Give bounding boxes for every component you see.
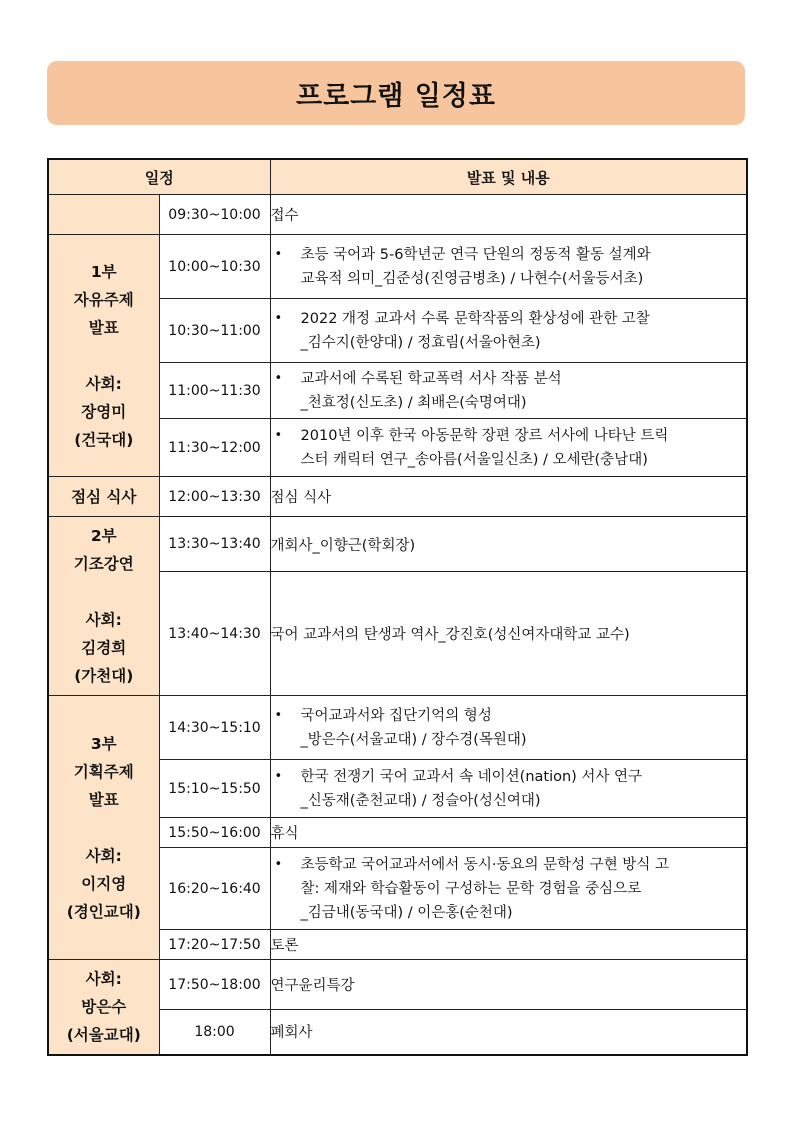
- time-cell: 11:30~12:00: [159, 419, 270, 477]
- table-row: [48, 235, 747, 299]
- content-cell: 폐회사: [270, 1010, 747, 1055]
- content-cell: 연구윤리특강: [270, 960, 747, 1010]
- content-line: _김금내(동국대) / 이은홍(순천대): [300, 904, 513, 921]
- time-cell: 11:00~11:30: [159, 363, 270, 419]
- content-line: 한국 전쟁기 국어 교과서 속 네이션(nation) 서사 연구: [300, 768, 643, 785]
- section-part2: [48, 517, 159, 696]
- content-cell: 휴식: [270, 818, 747, 848]
- moderator-name: 김경희: [81, 639, 127, 657]
- content-cell: [270, 696, 747, 760]
- content-cell: 접수: [270, 195, 747, 235]
- content-line: 2010년 이후 한국 아동문학 장편 장르 서사에 나타난 트릭: [300, 427, 669, 444]
- bullet-icon: •: [274, 427, 283, 443]
- section-lunch: 점심 식사: [48, 477, 159, 517]
- content-cell: [270, 419, 747, 477]
- content-line: 초등학교 국어교과서에서 동시·동요의 문학성 구현 방식 고: [300, 856, 669, 873]
- section-closing: [48, 960, 159, 1055]
- table-row: [48, 696, 747, 760]
- content-cell: 토론: [270, 930, 747, 960]
- content-line: _신동재(춘천교대) / 정슬아(성신여대): [300, 792, 541, 809]
- table-row: [48, 477, 747, 517]
- moderator-label: 사회:: [85, 846, 122, 865]
- time-cell: 12:00~13:30: [159, 477, 270, 517]
- content-line: 찰: 제재와 학습활동이 구성하는 문학 경험을 중심으로: [300, 880, 642, 897]
- moderator-label: 사회:: [85, 374, 122, 393]
- section-theme: 발표: [88, 790, 119, 809]
- section-part1: [48, 235, 159, 477]
- time-cell: 13:30~13:40: [159, 517, 270, 572]
- content-cell: [270, 235, 747, 299]
- moderator-affiliation: (경인교대): [66, 902, 141, 921]
- content-cell: 개회사_이향근(학회장): [270, 517, 747, 572]
- bullet-icon: •: [274, 856, 283, 872]
- time-cell: 16:20~16:40: [159, 848, 270, 930]
- content-cell: [270, 363, 747, 419]
- content-line: 스터 캐릭터 연구_송아름(서울일신초) / 오세란(충남대): [300, 451, 648, 468]
- time-cell: 14:30~15:10: [159, 696, 270, 760]
- time-cell: 18:00: [159, 1010, 270, 1055]
- section-label: 1부: [90, 262, 117, 281]
- schedule-table: [47, 158, 748, 1056]
- content-line: 국어교과서와 집단기억의 형성: [300, 707, 492, 724]
- moderator-name: 장영미: [81, 402, 127, 421]
- table-row: [48, 960, 747, 1010]
- content-line: _방은수(서울교대) / 장수경(목원대): [300, 731, 527, 748]
- bullet-icon: •: [274, 768, 283, 784]
- time-cell: 17:50~18:00: [159, 960, 270, 1010]
- moderator-label: 사회:: [85, 611, 122, 629]
- moderator-label: 사회:: [85, 969, 122, 988]
- section-label: 3부: [90, 734, 117, 753]
- time-cell: 17:20~17:50: [159, 930, 270, 960]
- time-cell: 09:30~10:00: [159, 195, 270, 235]
- section-theme: 발표: [88, 318, 119, 337]
- time-cell: 10:00~10:30: [159, 235, 270, 299]
- bullet-icon: •: [274, 370, 283, 386]
- content-line: _김수지(한양대) / 정효림(서울아현초): [300, 334, 541, 351]
- moderator-affiliation: (서울교대): [66, 1025, 141, 1044]
- section-theme: 기획주제: [73, 762, 134, 781]
- content-cell: 점심 식사: [270, 477, 747, 517]
- time-cell: 15:50~16:00: [159, 818, 270, 848]
- section-theme: 자유주제: [73, 290, 134, 309]
- bullet-icon: •: [274, 707, 283, 723]
- time-cell: 15:10~15:50: [159, 760, 270, 818]
- content-line: 2022 개정 교과서 수록 문학작품의 환상성에 관한 고찰: [300, 310, 650, 327]
- section-part3: [48, 696, 159, 960]
- header-content: 발표 및 내용: [270, 159, 747, 195]
- section-label: 2부: [90, 527, 117, 545]
- bullet-icon: •: [274, 246, 283, 262]
- empty-section-cell: [48, 195, 159, 235]
- table-row: [48, 195, 747, 235]
- moderator-affiliation: (가천대): [74, 667, 134, 685]
- time-cell: 10:30~11:00: [159, 299, 270, 363]
- time-cell: 13:40~14:30: [159, 572, 270, 696]
- page-title: 프로그램 일정표: [296, 80, 496, 112]
- title-banner: [47, 61, 745, 125]
- moderator-affiliation: (건국대): [74, 430, 134, 449]
- content-line: _천효정(신도초) / 최배은(숙명여대): [300, 394, 527, 411]
- header-schedule: 일정: [48, 159, 270, 195]
- bullet-icon: •: [274, 310, 283, 326]
- table-row: [48, 517, 747, 572]
- table-header-row: [48, 159, 747, 195]
- moderator-name: 이지영: [81, 874, 127, 893]
- section-theme: 기조강연: [73, 555, 134, 573]
- content-cell: [270, 760, 747, 818]
- content-line: 교과서에 수록된 학교폭력 서사 작품 분석: [300, 370, 562, 387]
- moderator-name: 방은수: [81, 997, 127, 1016]
- content-line: 교육적 의미_김준성(진영금병초) / 나현수(서울등서초): [300, 270, 644, 287]
- content-cell: 국어 교과서의 탄생과 역사_강진호(성신여자대학교 교수): [270, 572, 747, 696]
- content-cell: [270, 848, 747, 930]
- content-line: 초등 국어과 5-6학년군 연극 단원의 정동적 활동 설계와: [300, 246, 651, 263]
- content-cell: [270, 299, 747, 363]
